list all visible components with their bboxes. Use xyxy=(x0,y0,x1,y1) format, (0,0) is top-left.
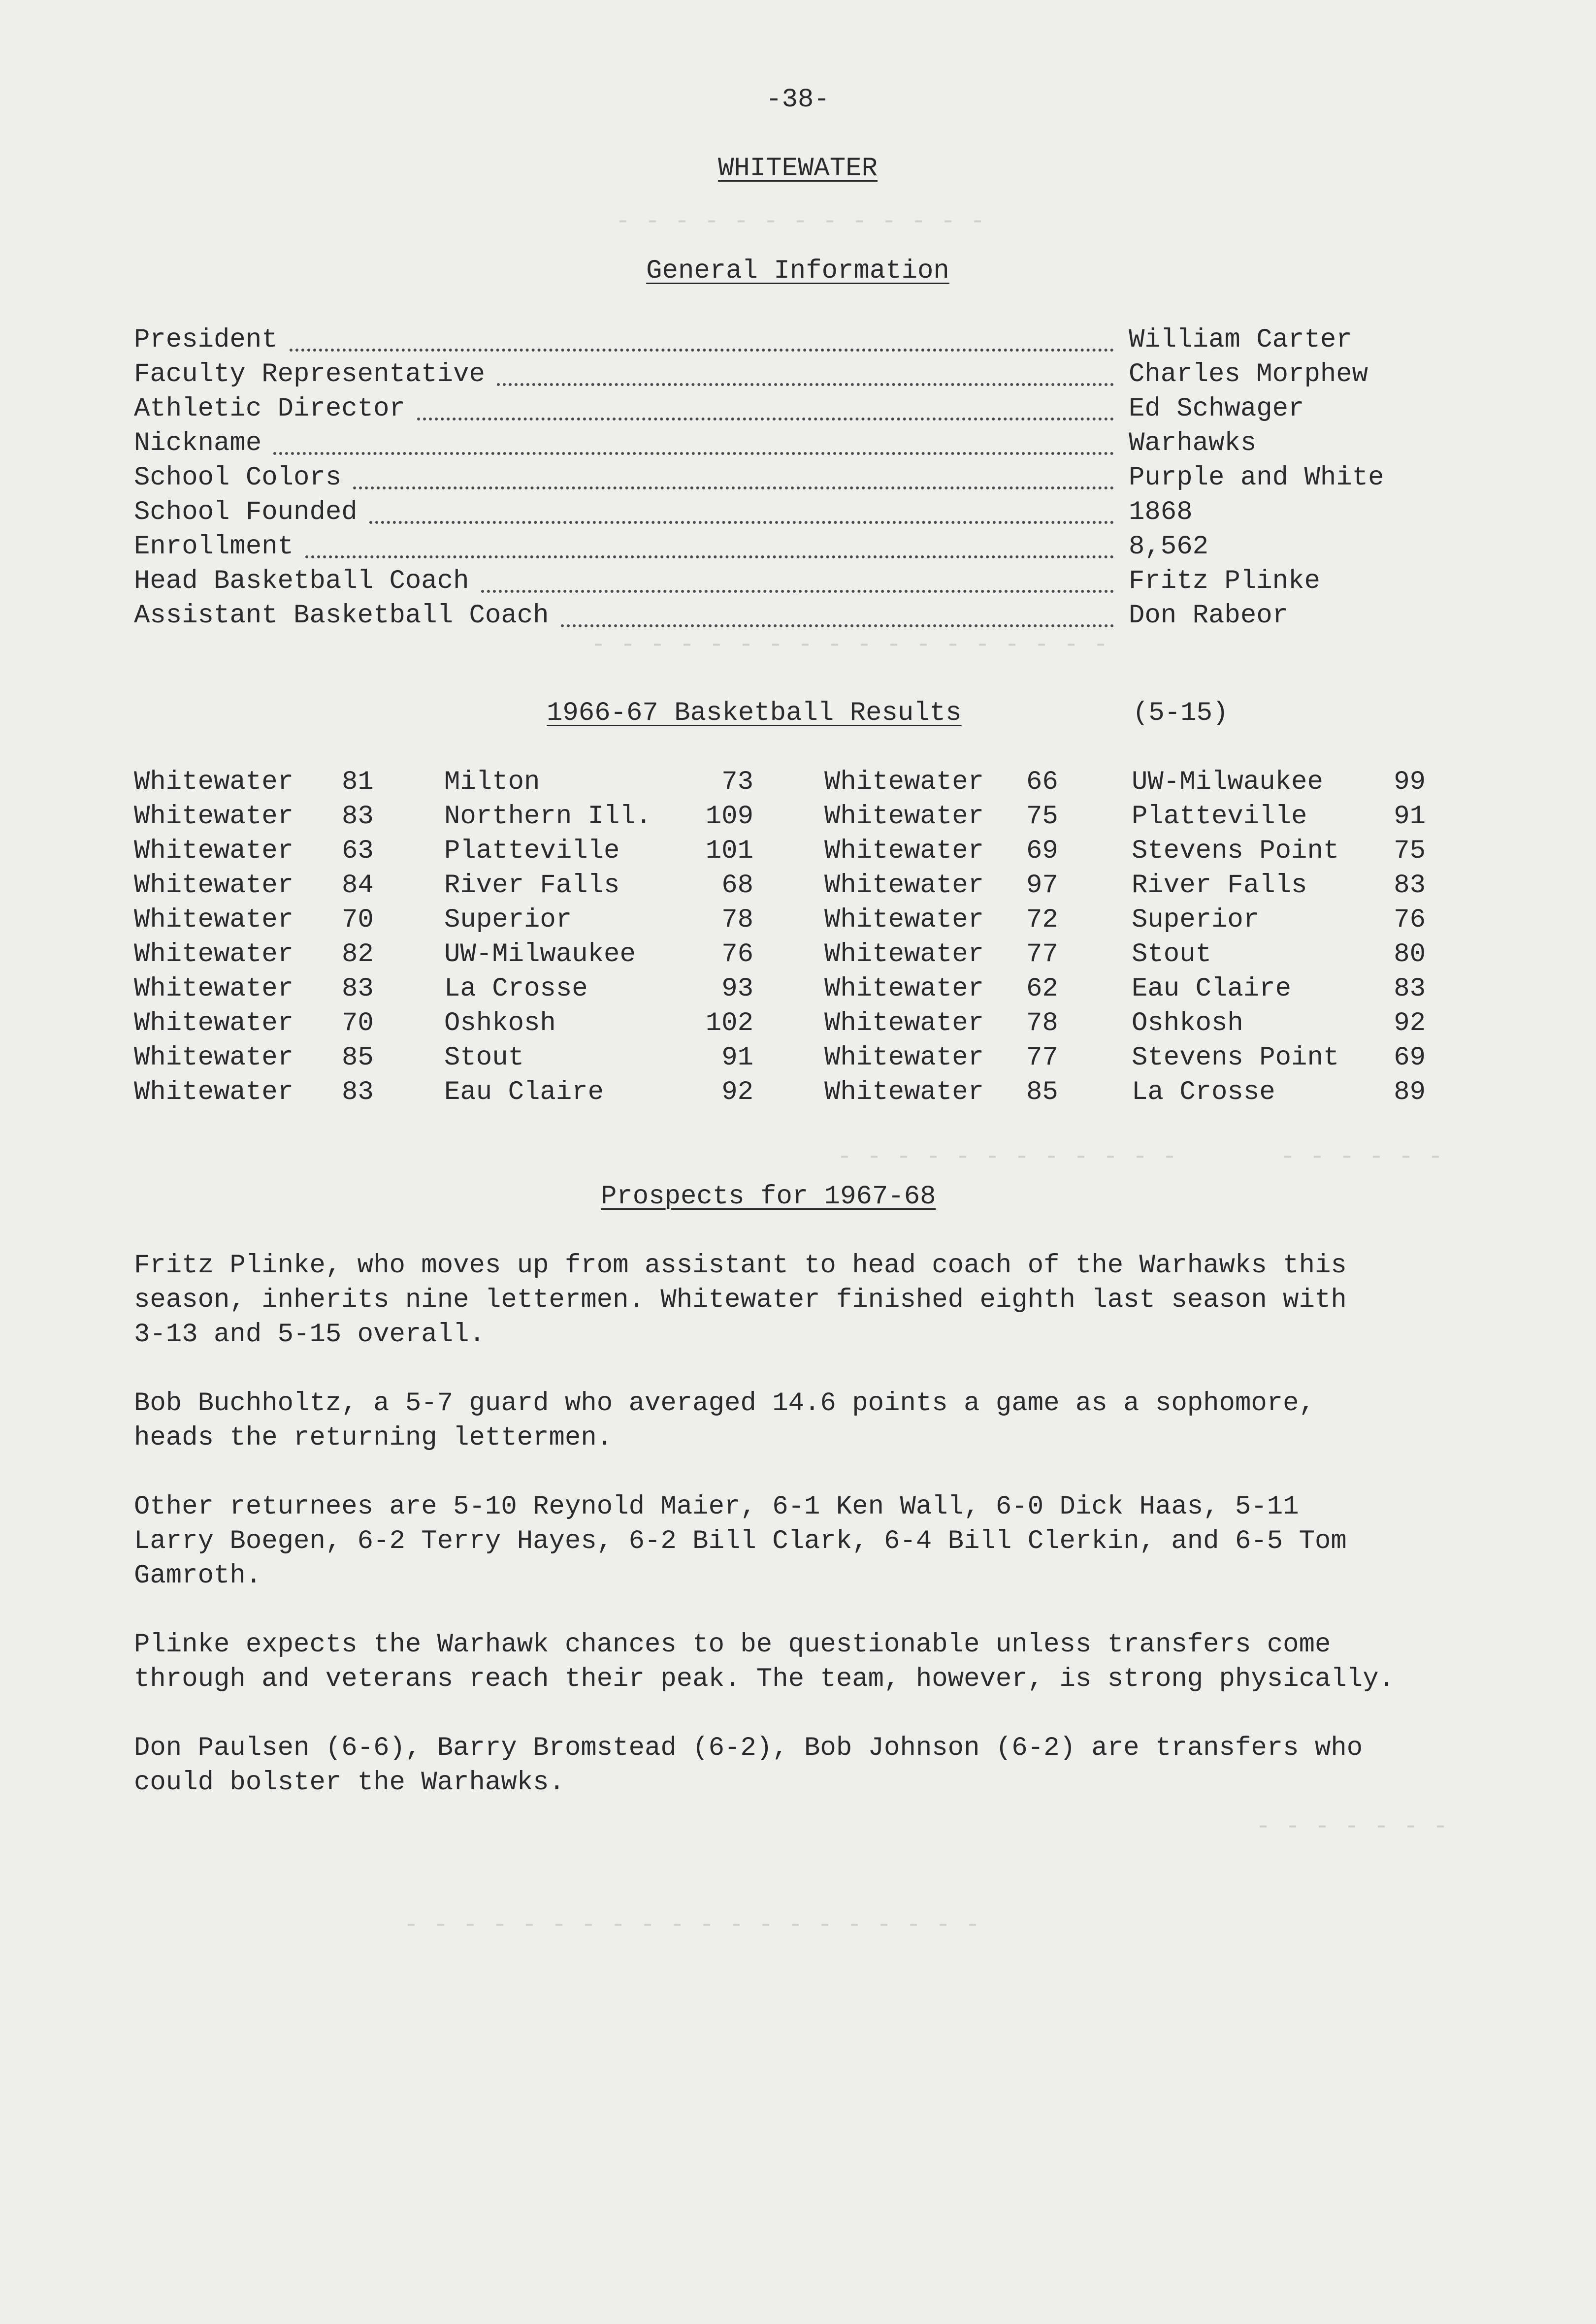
result-team: Whitewater xyxy=(824,871,984,901)
result-opponent-score: 92 xyxy=(1394,1008,1426,1038)
info-value: William Carter xyxy=(1129,325,1352,355)
result-score: 97 xyxy=(1026,871,1058,901)
dotted-leader xyxy=(481,590,1114,593)
result-opponent-score: 89 xyxy=(1394,1077,1426,1107)
dotted-leader xyxy=(561,624,1114,627)
result-team: Whitewater xyxy=(134,939,294,969)
result-team: Whitewater xyxy=(134,1043,294,1073)
result-score: 84 xyxy=(342,871,374,901)
result-opponent: UW-Milwaukee xyxy=(1132,767,1323,797)
info-value: Ed Schwager xyxy=(1129,394,1304,424)
result-team: Whitewater xyxy=(134,767,294,797)
result-opponent-score: 102 xyxy=(705,1008,753,1038)
result-opponent-score: 83 xyxy=(1394,871,1426,901)
result-opponent: River Falls xyxy=(1132,871,1307,901)
result-score: 83 xyxy=(342,802,374,832)
result-score: 66 xyxy=(1026,767,1058,797)
info-value: Purple and White xyxy=(1129,463,1384,493)
result-team: Whitewater xyxy=(824,974,984,1004)
result-opponent-score: 93 xyxy=(721,974,753,1004)
paragraph-line: could bolster the Warhawks. xyxy=(134,1768,565,1798)
info-label: Enrollment xyxy=(134,532,294,562)
result-opponent-score: 75 xyxy=(1394,836,1426,866)
result-opponent-score: 76 xyxy=(1394,905,1426,935)
paragraph-line: Fritz Plinke, who moves up from assistant to head coach of the Warhawks this xyxy=(134,1251,1347,1281)
info-label: School Colors xyxy=(134,463,342,493)
info-label: Athletic Director xyxy=(134,394,405,424)
result-opponent-score: 69 xyxy=(1394,1043,1426,1073)
paragraph-line: Larry Boegen, 6-2 Terry Hayes, 6-2 Bill Clark, 6-4 Bill Clerkin, and 6-5 Tom xyxy=(134,1526,1347,1556)
info-value: 8,562 xyxy=(1129,532,1209,562)
season-record: (5-15) xyxy=(1133,698,1229,728)
result-score: 63 xyxy=(342,836,374,866)
result-team: Whitewater xyxy=(134,1008,294,1038)
result-team: Whitewater xyxy=(824,836,984,866)
result-team: Whitewater xyxy=(134,802,294,832)
result-opponent-score: 101 xyxy=(705,836,753,866)
result-opponent: Milton xyxy=(444,767,540,797)
paragraph-line: Don Paulsen (6-6), Barry Bromstead (6-2), Bob Johnson (6-2) are transfers who xyxy=(134,1733,1363,1763)
result-opponent: Eau Claire xyxy=(444,1077,604,1107)
result-team: Whitewater xyxy=(824,1077,984,1107)
dotted-leader xyxy=(273,452,1114,455)
result-opponent-score: 78 xyxy=(721,905,753,935)
paragraph-line: through and veterans reach their peak. The team, however, is strong physically. xyxy=(134,1664,1395,1694)
result-opponent-score: 91 xyxy=(1394,802,1426,832)
result-team: Whitewater xyxy=(824,1008,984,1038)
result-opponent: La Crosse xyxy=(1132,1077,1275,1107)
page-number: -38- xyxy=(766,85,830,115)
result-score: 85 xyxy=(342,1043,374,1073)
result-opponent-score: 80 xyxy=(1394,939,1426,969)
paragraph-line: Bob Buchholtz, a 5-7 guard who averaged 14.6 points a game as a sophomore, xyxy=(134,1388,1315,1419)
result-opponent-score: 99 xyxy=(1394,767,1426,797)
info-label: Nickname xyxy=(134,428,262,458)
paragraph-line: 3-13 and 5-15 overall. xyxy=(134,1320,485,1350)
result-opponent: Stout xyxy=(444,1043,524,1073)
result-team: Whitewater xyxy=(824,905,984,935)
dotted-leader xyxy=(417,418,1114,420)
result-team: Whitewater xyxy=(134,871,294,901)
result-score: 75 xyxy=(1026,802,1058,832)
dotted-leader xyxy=(497,383,1114,386)
result-team: Whitewater xyxy=(824,802,984,832)
info-value: 1868 xyxy=(1129,497,1193,527)
result-score: 77 xyxy=(1026,1043,1058,1073)
results-heading: 1966-67 Basketball Results xyxy=(547,698,962,728)
result-score: 70 xyxy=(342,905,374,935)
result-score: 83 xyxy=(342,974,374,1004)
info-label: Head Basketball Coach xyxy=(134,566,469,596)
result-opponent: UW-Milwaukee xyxy=(444,939,636,969)
result-team: Whitewater xyxy=(824,1043,984,1073)
info-value: Fritz Plinke xyxy=(1129,566,1320,596)
page-title: WHITEWATER xyxy=(717,154,878,184)
result-score: 85 xyxy=(1026,1077,1058,1107)
result-team: Whitewater xyxy=(134,905,294,935)
result-score: 83 xyxy=(342,1077,374,1107)
paragraph-line: heads the returning lettermen. xyxy=(134,1423,613,1453)
result-score: 82 xyxy=(342,939,374,969)
result-opponent: Stevens Point xyxy=(1132,1043,1339,1073)
paragraph-line: Plinke expects the Warhawk chances to be questionable unless transfers come xyxy=(134,1630,1331,1660)
result-team: Whitewater xyxy=(134,1077,294,1107)
result-opponent: Northern Ill. xyxy=(444,802,652,832)
dotted-leader xyxy=(305,555,1114,558)
result-team: Whitewater xyxy=(134,836,294,866)
result-opponent: Superior xyxy=(444,905,572,935)
result-opponent-score: 109 xyxy=(705,802,753,832)
result-opponent: La Crosse xyxy=(444,974,588,1004)
result-opponent-score: 68 xyxy=(721,871,753,901)
result-score: 72 xyxy=(1026,905,1058,935)
info-label: Assistant Basketball Coach xyxy=(134,601,549,631)
result-score: 69 xyxy=(1026,836,1058,866)
info-label: School Founded xyxy=(134,497,358,527)
result-opponent-score: 92 xyxy=(721,1077,753,1107)
paragraph-line: season, inherits nine lettermen. Whitewater finished eighth last season with xyxy=(134,1285,1347,1315)
result-opponent-score: 91 xyxy=(721,1043,753,1073)
result-score: 81 xyxy=(342,767,374,797)
general-info-heading: General Information xyxy=(646,256,949,286)
info-value: Charles Morphew xyxy=(1129,359,1368,389)
dotted-leader xyxy=(353,486,1114,489)
result-opponent: River Falls xyxy=(444,871,620,901)
result-opponent: Superior xyxy=(1132,905,1260,935)
result-score: 70 xyxy=(342,1008,374,1038)
prospects-heading: Prospects for 1967-68 xyxy=(601,1182,936,1212)
result-team: Whitewater xyxy=(134,974,294,1004)
result-opponent: Oshkosh xyxy=(1132,1008,1243,1038)
result-opponent: Stout xyxy=(1132,939,1212,969)
info-label: President xyxy=(134,325,278,355)
dotted-leader xyxy=(290,349,1114,352)
result-score: 78 xyxy=(1026,1008,1058,1038)
info-value: Don Rabeor xyxy=(1129,601,1289,631)
result-opponent: Eau Claire xyxy=(1132,974,1292,1004)
result-opponent: Oshkosh xyxy=(444,1008,556,1038)
result-opponent: Stevens Point xyxy=(1132,836,1339,866)
result-opponent-score: 83 xyxy=(1394,974,1426,1004)
result-opponent: Platteville xyxy=(1132,802,1307,832)
paragraph-line: Gamroth. xyxy=(134,1561,262,1591)
result-opponent-score: 76 xyxy=(721,939,753,969)
document-page: - - - - - - - - - - - - - - - - - - - - - - - - - - - - - - - - - - - - - - - - - - - - - - - - - - - - - - - - - - - - - - - - - - - - - - - - - - - - -38- WHITEWATER General Information President William Carter Faculty Representative Charles Morphew Athletic Director Ed Schwager Nickname Warhawks School Colors Purple and White School Founded 1868 Enrollment 8,562 Head Basketball Coach Fritz Plinke Assistant Basketball Coach Don Rabeor 1966-67 Basketball Results (5-15) Whitewater 81 Milton 73 Whitewater 83 Northern Ill. 109 Whitewater 63 Platteville 101 Whitewater 84 River Falls 68 Whitewater 70 Superior 78 Whitewater 82 UW-Milwaukee 76 Whitewater 83 La Crosse 93 Whitewater 70 Oshkosh 102 Whitewater 85 Stout 91 Whitewater 83 Eau Claire 92 Whitewater 66 UW-Milwaukee 99 Whitewater 75 Platteville 91 Whitewater 69 Stevens Point 75 Whitewater 97 River Falls 83 Whitewater 72 Superior 76 Whitewater 77 Stout 80 Whitewater 62 Eau Claire 83 Whitewater 78 Oshkosh 92 Whitewater 77 Stevens Point 69 Whitewater 85 La Crosse 89 Prospects for 1967-68 Fritz Plinke, who moves up from assistant to head coach of the Warhawks this season, inherits nine lettermen. Whitewater finished eighth last season with 3-13 and 5-15 overall. Bob Buchholtz, a 5-7 guard who averaged 14.6 points a game as a sophomore, heads the returning lettermen. Other returnees are 5-10 Reynold Maier, 6-1 Ken Wall, 6-0 Dick Haas, 5-11 Larry Boegen, 6-2 Terry Hayes, 6-2 Bill Clark, 6-4 Bill Clerkin, and 6-5 Tom Gamroth. Plinke expects the Warhawk chances to be questionable unless transfers come through and veterans reach their peak. The team, however, is strong physically. Don Paulsen (6-6), Barry Bromstead (6-2), Bob Johnson (6-2) are transfers who could bolster the Warhawks. xyxy=(0,0,1596,2324)
info-value: Warhawks xyxy=(1129,428,1257,458)
info-label: Faculty Representative xyxy=(134,359,485,389)
result-team: Whitewater xyxy=(824,767,984,797)
result-team: Whitewater xyxy=(824,939,984,969)
result-score: 62 xyxy=(1026,974,1058,1004)
dotted-leader xyxy=(369,521,1114,524)
result-opponent-score: 73 xyxy=(721,767,753,797)
result-score: 77 xyxy=(1026,939,1058,969)
paragraph-line: Other returnees are 5-10 Reynold Maier, 6-1 Ken Wall, 6-0 Dick Haas, 5-11 xyxy=(134,1492,1299,1522)
result-opponent: Platteville xyxy=(444,836,620,866)
